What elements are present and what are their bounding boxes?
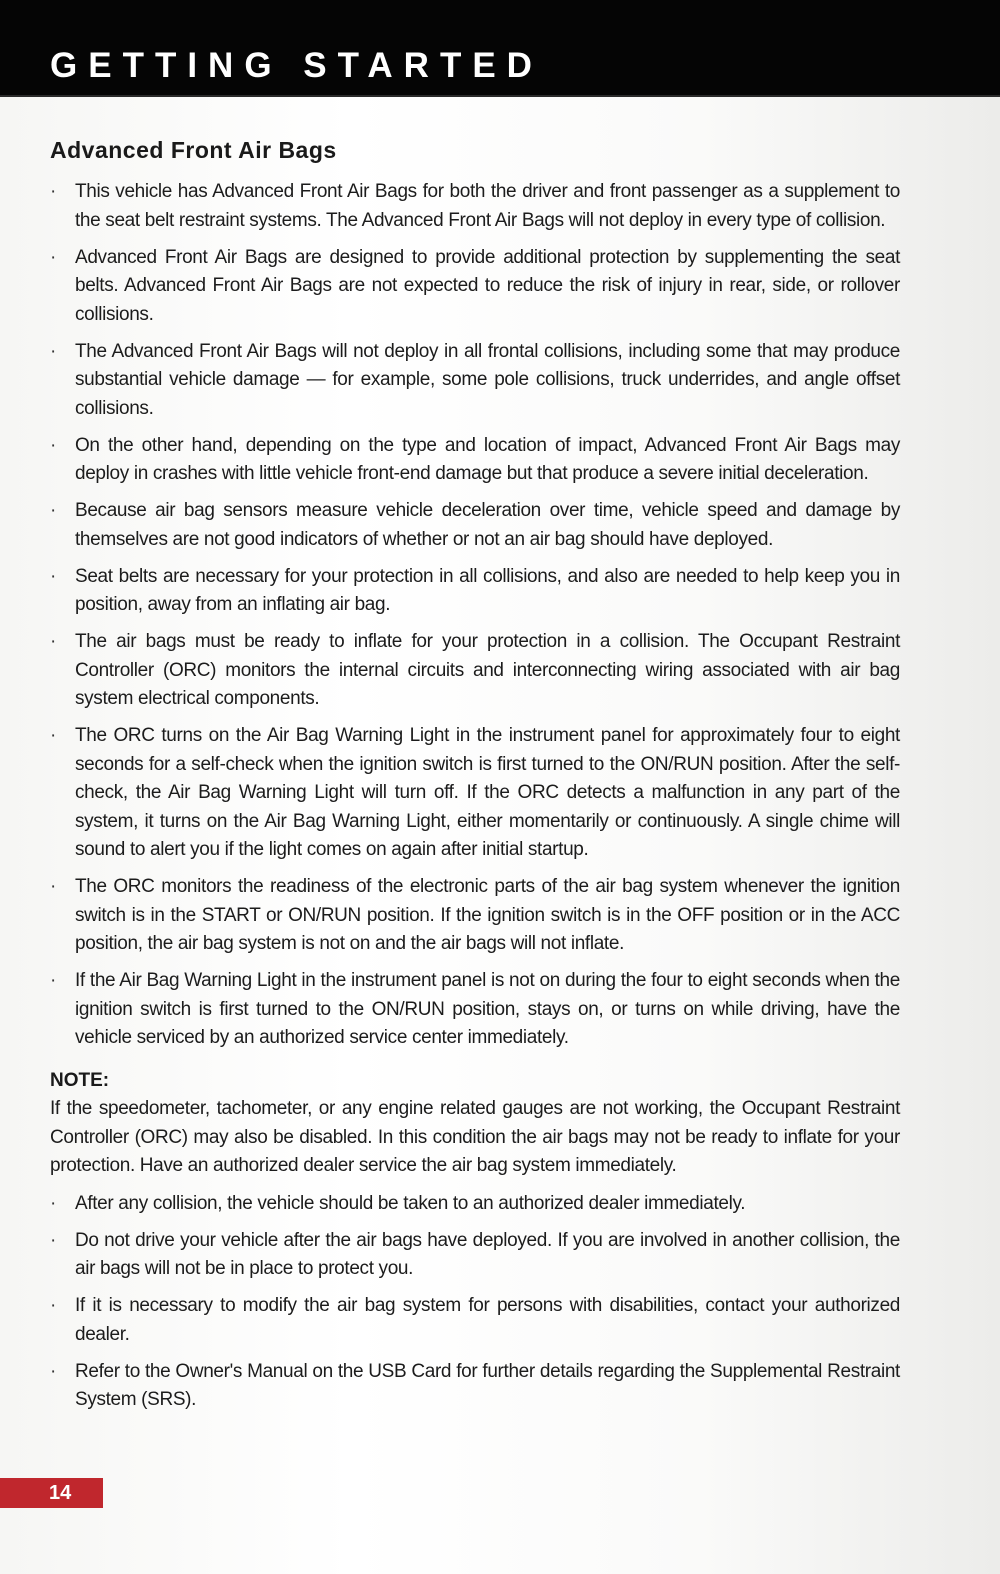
bullet-item: · This vehicle has Advanced Front Air Bags for both the driver and front passenger as a supplement to the seat belt restraint systems. The Advanced Front Air Bags will not deploy in every type of collision.: [50, 178, 900, 235]
bullet-item: · Seat belts are necessary for your protection in all collisions, and also are needed to help keep you in position, away from an inflating air bag.: [50, 563, 900, 620]
bullet-item: · The air bags must be ready to inflate for your protection in a collision. The Occupant Restraint Controller (ORC) monitors the internal circuits and interconnecting wiring associated with air bag system electrical components.: [50, 628, 900, 714]
page-number-tab: 14: [0, 1478, 103, 1508]
air-bag-bullet-list: [50, 178, 900, 1053]
bullet-item: · Because air bag sensors measure vehicle deceleration over time, vehicle speed and damage by themselves are not good indicators of whether or not an air bag should have deployed.: [50, 497, 900, 554]
bullet-item: · The ORC turns on the Air Bag Warning Light in the instrument panel for approximately four to eight seconds for a self-check when the ignition switch is first turned to the ON/RUN position. After the self-check, the Air Bag Warning Light will turn off. If the ORC detects a malfunction in any part of the system, it turns on the Air Bag Warning Light, either momentarily or continuously. A single chime will sound to alert you if the light comes on again after initial startup.: [50, 722, 900, 865]
note-body: If the speedometer, tachometer, or any engine related gauges are not working, the Occupant Restraint Controller (ORC) may also be disabled. In this condition the air bags may not be ready to inflate for your protection. Have an authorized dealer service the air bag system immediately.: [50, 1098, 900, 1176]
bullet-item: · After any collision, the vehicle should be taken to an authorized dealer immediately.: [50, 1190, 900, 1219]
after-note-bullet-list: [50, 1190, 900, 1415]
bullet-item: · If it is necessary to modify the air bag system for persons with disabilities, contact your authorized dealer.: [50, 1292, 900, 1349]
page-content: [50, 134, 900, 1423]
header-title: GETTING STARTED: [50, 46, 543, 85]
page-header: [0, 0, 1000, 97]
bullet-item: · On the other hand, depending on the type and location of impact, Advanced Front Air Bags may deploy in crashes with little vehicle front-end damage but that produce a severe initial deceleration.: [50, 432, 900, 489]
bullet-item: · Advanced Front Air Bags are designed to provide additional protection by supplementing the seat belts. Advanced Front Air Bags are not expected to reduce the risk of injury in rear, side, or rollover collisions.: [50, 244, 900, 330]
bullet-item: · If the Air Bag Warning Light in the instrument panel is not on during the four to eight seconds when the ignition switch is first turned to the ON/RUN position, stays on, or turns on while driving, have the vehicle serviced by an authorized service center immediately.: [50, 967, 900, 1053]
bullet-item: · The ORC monitors the readiness of the electronic parts of the air bag system whenever the ignition switch is in the START or ON/RUN position. If the ignition switch is in the OFF position or in the ACC position, the air bag system is not on and the air bags will not inflate.: [50, 873, 900, 959]
note-label: NOTE:: [50, 1069, 110, 1091]
bullet-item: · The Advanced Front Air Bags will not deploy in all frontal collisions, including some that may produce substantial vehicle damage — for example, some pole collisions, truck underrides, and angle offset collisions.: [50, 338, 900, 424]
bullet-item: · Do not drive your vehicle after the air bags have deployed. If you are involved in another collision, the air bags will not be in place to protect you.: [50, 1227, 900, 1284]
section-title: Advanced Front Air Bags: [50, 137, 337, 163]
bullet-item: · Refer to the Owner's Manual on the USB Card for further details regarding the Supplemental Restraint System (SRS).: [50, 1358, 900, 1415]
